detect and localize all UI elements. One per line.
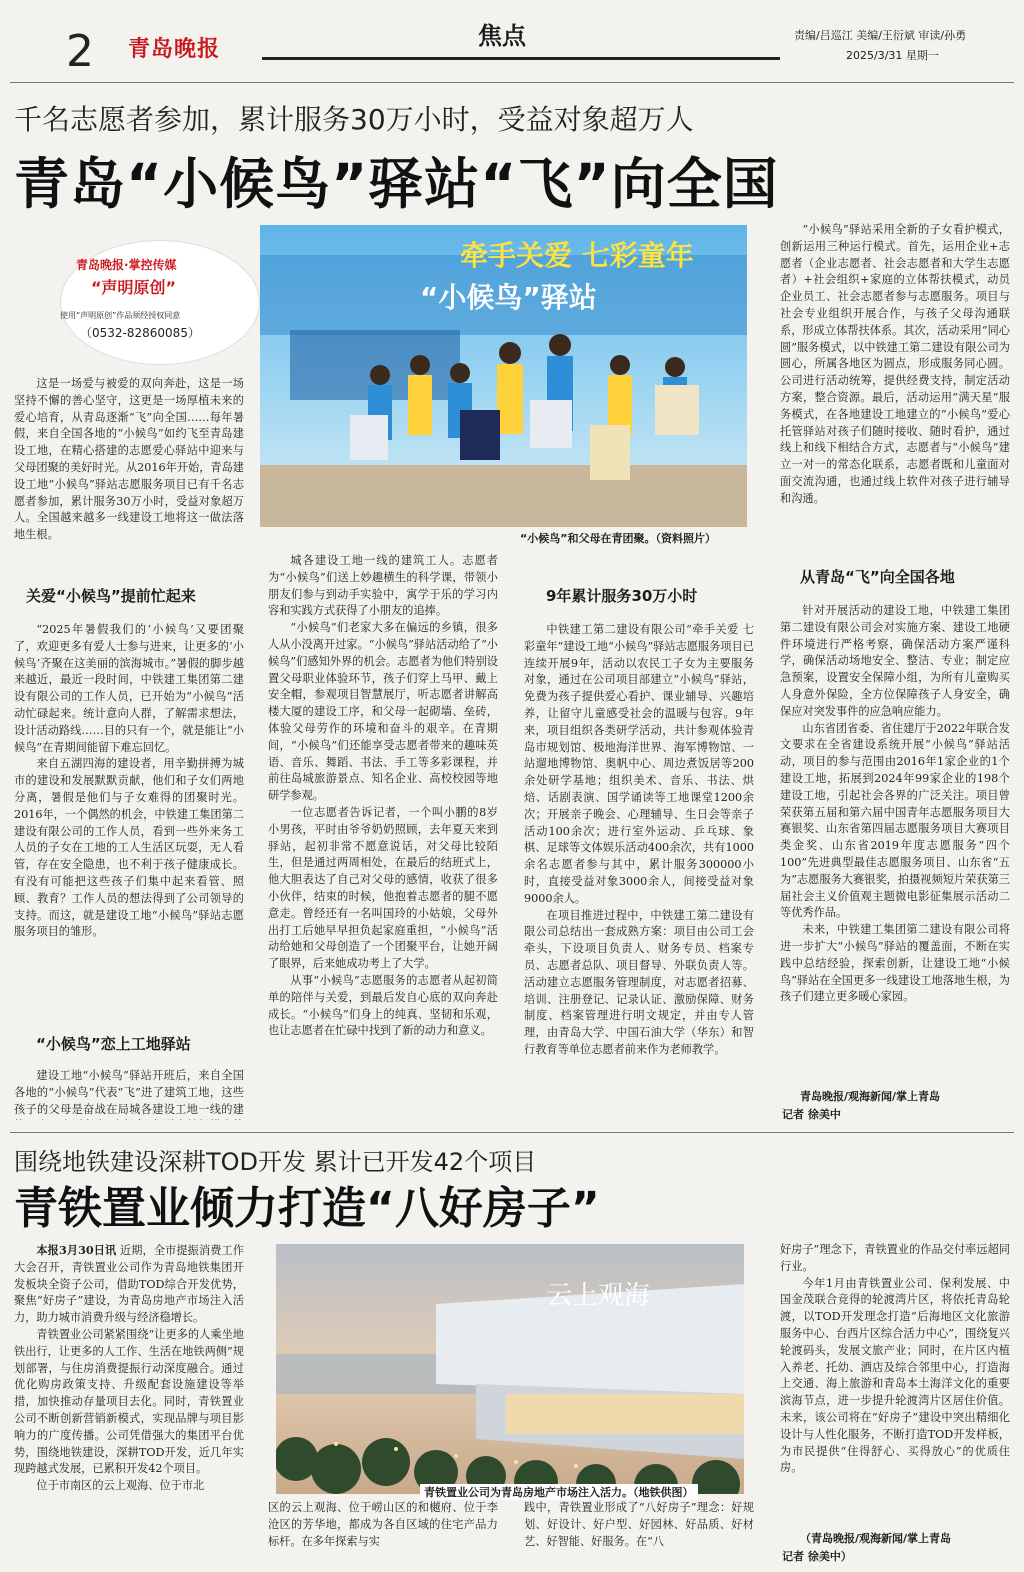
section-heading-2: “小候鸟”恋上工地驿站 <box>36 1035 191 1053</box>
lead-text: 近期，全市提振消费工作大会召开，青铁置业公司作为青岛地铁集团开发板块全资子公司，借助TOD综合开发优势，聚焦“好房子”建设，为青岛房地产市场注入活力，助力城市消费升级与经济稳增长。 <box>14 1244 244 1325</box>
stamp-line-4: （0532-82860085） <box>80 326 200 340</box>
body-paragraph: 一位志愿者告诉记者，一个叫小鹏的8岁小男孩，平时由爷爷奶奶照顾，去年夏天来到驿站，起初非常不愿意说话，对父母比较陌生，但是通过两周相处，在最后的结班式上，他大胆表达了自己对父母的感情，收获了很多小伙伴，结束的时候，他抱着志愿者的腿不愿意走。曾经还有一名叫国玲的小姑娘，父母外出打工后她早早担负起家庭重担，“小候鸟”活动给她和父母创造了一个团聚平台，让她开阔了眼界，后来她成功考上了大学。 <box>268 805 498 971</box>
section-heading-4: 从青岛“飞”向全国各地 <box>800 568 955 586</box>
building-sign: 云上观海 <box>546 1281 651 1311</box>
children-event-photo <box>260 225 747 527</box>
body-paragraph: “小候鸟”驿站采用全新的子女看护模式，创新运用三种运行模式。首先，运用企业+志愿者（企业志愿者、社会志愿者和大学生志愿者）+社会组织+家庭的立体帮扶模式，动员企业员工、社会志愿者参与志愿服务。项目与社会专业组织开展合作，与孩子父母沟通联系，形成立体帮扶体系。其次，活动采用“同心圆”服务模式，以中铁建工第二建设有限公司为圆心，所属各地区为圆点，形成服务同心圆。公司进行活动统筹，提供经费支持，制定活动方案，整合资源。最后，活动运用“满天星”服务模式，在各地建设工地建立的“小候鸟”爱心托管驿站对孩子们随时接收、随时看护，通过线上和线下相结合方式，志愿者与“小候鸟”建立一对一的常态化联系，志愿者既和儿童面对面交流沟通，也通过线上软件对孩子进行辅导和沟通。 <box>780 223 1010 505</box>
article1-subheadline: 千名志愿者参加，累计服务30万小时，受益对象超万人 <box>14 103 694 136</box>
article2-subheadline: 围绕地铁建设深耕TOD开发 累计已开发42个项目 <box>14 1148 537 1176</box>
body-paragraph: 针对开展活动的建设工地，中铁建工集团第二建设有限公司会对实施方案、建设工地硬件环境进行严格考察，确保活动方案严谨科学，确保活动场地安全、整洁、专业；制定应急预案，设置安全保障小组，为所有儿童购买人身意外保险，全方位保障孩子人身安全，确保应对突发事件的应急响应能力。 <box>780 604 1010 718</box>
body-paragraph: “小候鸟”们老家大多在偏远的乡镇，很多人从小没离开过家。“小候鸟”驿站活动给了“小候鸟”们感知外界的机会。志愿者为他们特别设置父母职业体验环节，孩子们穿上马甲、戴上安全帽，参观项目智慧展厅，听志愿者讲解高楼大厦的建设工序，和父母一起砌墙、垒砖，体验父母劳作的环境和奋斗的艰辛。在青期间，“小候鸟”们还能享受志愿者带来的趣味英语、音乐、舞蹈、书法、手工等多彩课程，并前往岛城旅游景点、知名企业、高校校园等地研学参观。 <box>268 621 498 803</box>
article1-byline-reporter: 记者 徐美中 <box>782 1108 841 1121</box>
body-paragraph: 从事“小候鸟”志愿服务的志愿者从起初简单的陪伴与关爱，到最后发自心底的双向奔赴成长。“小候鸟”们身上的纯真、坚韧和乐观，也让志愿者在忙碌中找到了新的动力和意义。 <box>268 973 498 1038</box>
masthead-logo: 青岛晚报 <box>128 36 221 62</box>
article2-column3 <box>524 1500 754 1566</box>
intro-paragraph: 这是一场爱与被爱的双向奔赴，这是一场坚持不懈的善心坚守，这更是一场厚植未来的爱心培育，从青岛逐渐“飞”向全国……每年暑假，来自全国各地的“小候鸟”如约飞至青岛建设工地，在精心搭建的志愿爱心驿站中迎来与父母团聚的美好时光。从2016年开始，青岛建设工地“小候鸟”驿站志愿服务项目已有千名志愿者参加，累计服务30万小时，受益对象超万人。全国越来越多一线建设工地将这一做法落地生根。 <box>14 377 244 542</box>
body-paragraph: 建设工地“小候鸟”驿站开班后，来自全国各地的“小候鸟”代表“飞”进了建筑工地，这些孩子的父母是奋战在局城各建设工地一线的建 <box>14 1069 244 1116</box>
article1-column2 <box>268 553 498 1122</box>
article1-section1-body <box>14 622 244 1022</box>
article1-intro <box>14 376 244 576</box>
section-heading-1: 关爱“小候鸟”提前忙起来 <box>26 587 196 605</box>
header-rule <box>262 57 780 60</box>
body-paragraph: 践中，青铁置业形成了“八好房子”理念：好规划、好设计、好户型、好园林、好品质、好材艺、好智能、好服务。在“八 <box>524 1501 754 1548</box>
article1-column4-top <box>780 222 1010 557</box>
article2-photo-caption: 青铁置业公司为青岛房地产市场注入活力。（地铁供图） <box>420 1484 698 1500</box>
page-number: 2 <box>66 26 94 77</box>
banner-text-2: “小候鸟”驿站 <box>420 281 597 314</box>
body-paragraph: “2025年暑假我们的‘小候鸟’又要团聚了，欢迎更多有爱人士参与进来，让更多的‘小候鸟’齐聚在这美丽的滨海城市。”暑假的脚步越来越近，最近一段时间，中铁建工集团第二建设有限公司的工作人员，已开始为“小候鸟”活动忙碌起来。统计意向人群，了解需求想法，设计活动路线……目的只有一个，就是能让“小候鸟”在青期间能留下难忘回忆。 <box>14 623 244 754</box>
article1-byline-outlet: 青岛晚报/观海新闻/掌上青岛 <box>800 1090 941 1103</box>
body-paragraph: 区的云上观海、位于崂山区的和樾府、位于李沧区的芳华地，都成为各自区域的住宅产品力标杆。在多年探索与实 <box>268 1501 498 1548</box>
body-paragraph: 在项目推进过程中，中铁建工第二建设有限公司总结出一套成熟方案：项目由公司工会牵头，下设项目负责人、财务专员、档案专员、志愿者总队、项目督导、外联负责人等。活动建立志愿服务管理制度，对志愿者招募、培训、注册登记、记录认证、激励保障、财务制度、档案管理进行明文规定，并由专人管理，由青岛大学、中国石油大学（华东）和智行教育等单位志愿者前来作为老师教学。 <box>524 908 754 1056</box>
article1-headline: 青岛“小候鸟”驿站“飞”向全国 <box>14 152 779 216</box>
banner-text: 牵手关爱 七彩童年 <box>460 239 694 272</box>
stamp-line-2: “声明原创” <box>91 278 177 297</box>
body-paragraph: 青铁置业公司紧紧围绕“让更多的人乘坐地铁出行，让更多的人工作、生活在地铁两侧”规划部署，与住房消费提振行动深度融合。通过优化购房政策支持、升级配套设施建设等举措，加快推动存量项目去化。同时，青铁置业公司不断创新营销新模式，实现品牌与项目影响力的广度传播。公司凭借强大的集团平台优势，围绕地铁建设，深耕TOD开发，近几年实现跨越式发展，已累积开发42个项目。 <box>14 1327 244 1476</box>
editors-credit: 责编/吕巡江 美编/王衍斌 审读/孙勇 <box>794 29 967 42</box>
dateline: 本报3月30日讯 <box>36 1243 117 1257</box>
article2-byline-reporter: 记者 徐美中） <box>782 1550 852 1563</box>
body-paragraph: 中铁建工第二建设有限公司“牵手关爱 七彩童年”建设工地“小候鸟”驿站志愿服务项目已连续开展9年，活动以农民工子女为主要服务对象，通过在公司项目部建立“小候鸟”驿站，免费为孩子提供爱心看护、课业辅导、兴趣培养，让留守儿童感受社会的温暖与包容。9年来，项目组织各类研学活动，共计参观体验青岛市规划馆、极地海洋世界、海军博物馆、一站遛地博物馆、奥帆中心、周边煮饭居等200余处研学基地；组织美术、音乐、书法、烘焙、话剧表演、国学诵读等工地课堂1200余次；开展亲子晚会、心理辅导、生日会等亲子活动100余次；进行室外运动、乒乓球、象棋、足球等文体娱乐活动400余次，共有1000余名志愿者参与其中，累计服务300000小时，直接受益对象3000余人，间接受益对象9000余人。 <box>524 623 754 905</box>
article2-column2 <box>268 1500 498 1566</box>
publication-date: 2025/3/31 星期一 <box>846 49 939 62</box>
article2-photo <box>276 1244 744 1494</box>
section-heading-3: 9年累计服务30万小时 <box>546 587 698 605</box>
article2-byline-outlet: （青岛晚报/观海新闻/掌上青岛 <box>800 1532 952 1545</box>
stamp-line-3: 使用“声明原创”作品须经授权同意 <box>60 311 181 320</box>
article2-headline: 青铁置业倾力打造“八好房子” <box>14 1183 600 1234</box>
building-photo <box>276 1244 744 1494</box>
article1-section3-body <box>524 622 754 1122</box>
body-paragraph: 位于市南区的云上观海、位于市北 <box>36 1479 205 1493</box>
body-paragraph: 来自五湖四海的建设者，用辛勤拼搏为城市的建设和发展默默贡献，他们和子女们两地分离，暑假是他们与子女难得的团聚时光。2016年，一个偶然的机会，中铁建工集团第二建设有限公司的工作人员，看到一些外来务工人员的子女在工地的工人生活区玩耍，无人看管，存在安全隐患，也不利于孩子健康成长。有没有可能把这些孩子们集中起来看管、照顾、教育？工作人员的想法得到了公司领导的支持。而这，就是建设工地“小候鸟”驿站志愿服务项目的雏形。 <box>14 757 244 939</box>
body-paragraph: 好房子”理念下，青铁置业的作品交付率远超同行业。 <box>780 1243 1010 1273</box>
body-paragraph: 城各建设工地一线的建筑工人。志愿者为“小候鸟”们送上妙趣横生的科学课，带领小朋友们参与到动手实验中，寓学于乐的学习内容和实践方式获得了小朋友的追捧。 <box>268 554 498 618</box>
body-paragraph <box>14 1242 244 1327</box>
section-title: 焦点 <box>478 22 526 50</box>
stamp-line-1: 青岛晚报·掌控传媒 <box>76 258 177 272</box>
article1-section4-body <box>780 603 1010 1083</box>
article2-column4 <box>780 1242 1010 1526</box>
body-paragraph: 未来，中铁建工集团第二建设有限公司将进一步扩大“小候鸟”驿站的覆盖面，不断在实践中总结经验，探索创新，让建设工地“小候鸟”驿站在全国更多一线建设工地落地生根，为孩子们建立更多暖心家园。 <box>780 923 1010 1004</box>
article1-section2-body <box>14 1068 244 1120</box>
article1-photo-caption: “小候鸟”和父母在青团聚。（资料照片） <box>520 532 716 545</box>
article1-photo <box>260 225 747 527</box>
body-paragraph: 山东省团省委、省住建厅于2022年联合发文要求在全省建设系统开展“小候鸟”驿站活动，项目的参与范围由2016年1家企业的1个建设工地，拓展到2024年99家企业的198个建设工地，引起社会各界的广泛关注。项目曾荣获第五届和第六届中国青年志愿服务项目大赛银奖、山东省第四届志愿服务项目大赛项目类金奖、山东省2019年度志愿服务“四个100”先进典型最佳志愿服务项目、山东省“五为”志愿服务大赛银奖，拍摄视频短片荣获第三届社会主义价值观主题微电影征集展示活动二等优秀作品。 <box>780 721 1010 920</box>
body-paragraph: 今年1月由青铁置业公司、保利发展、中国金茂联合竞得的轮渡湾片区，将依托青岛轮渡，以TOD开发理念打造“后海地区文化旅游服务中心、台西片区综合活力中心”，围绕复兴轮渡码头，发展文旅产业；同时，在片区内植入养老、托幼、酒店及综合邻里中心，打造海上交通、海上旅游和青岛本土海洋文化的重要滨海节点，进一步提升轮渡湾片区居住价值。未来，该公司将在“好房子”建设中突出精细化设计与人性化服务，不断打造TOD开发样板，为市民提供“住得舒心、买得放心”的优质住房。 <box>780 1276 1010 1475</box>
divider <box>10 1132 1014 1133</box>
article2-column1 <box>14 1242 244 1564</box>
divider <box>10 82 1014 83</box>
